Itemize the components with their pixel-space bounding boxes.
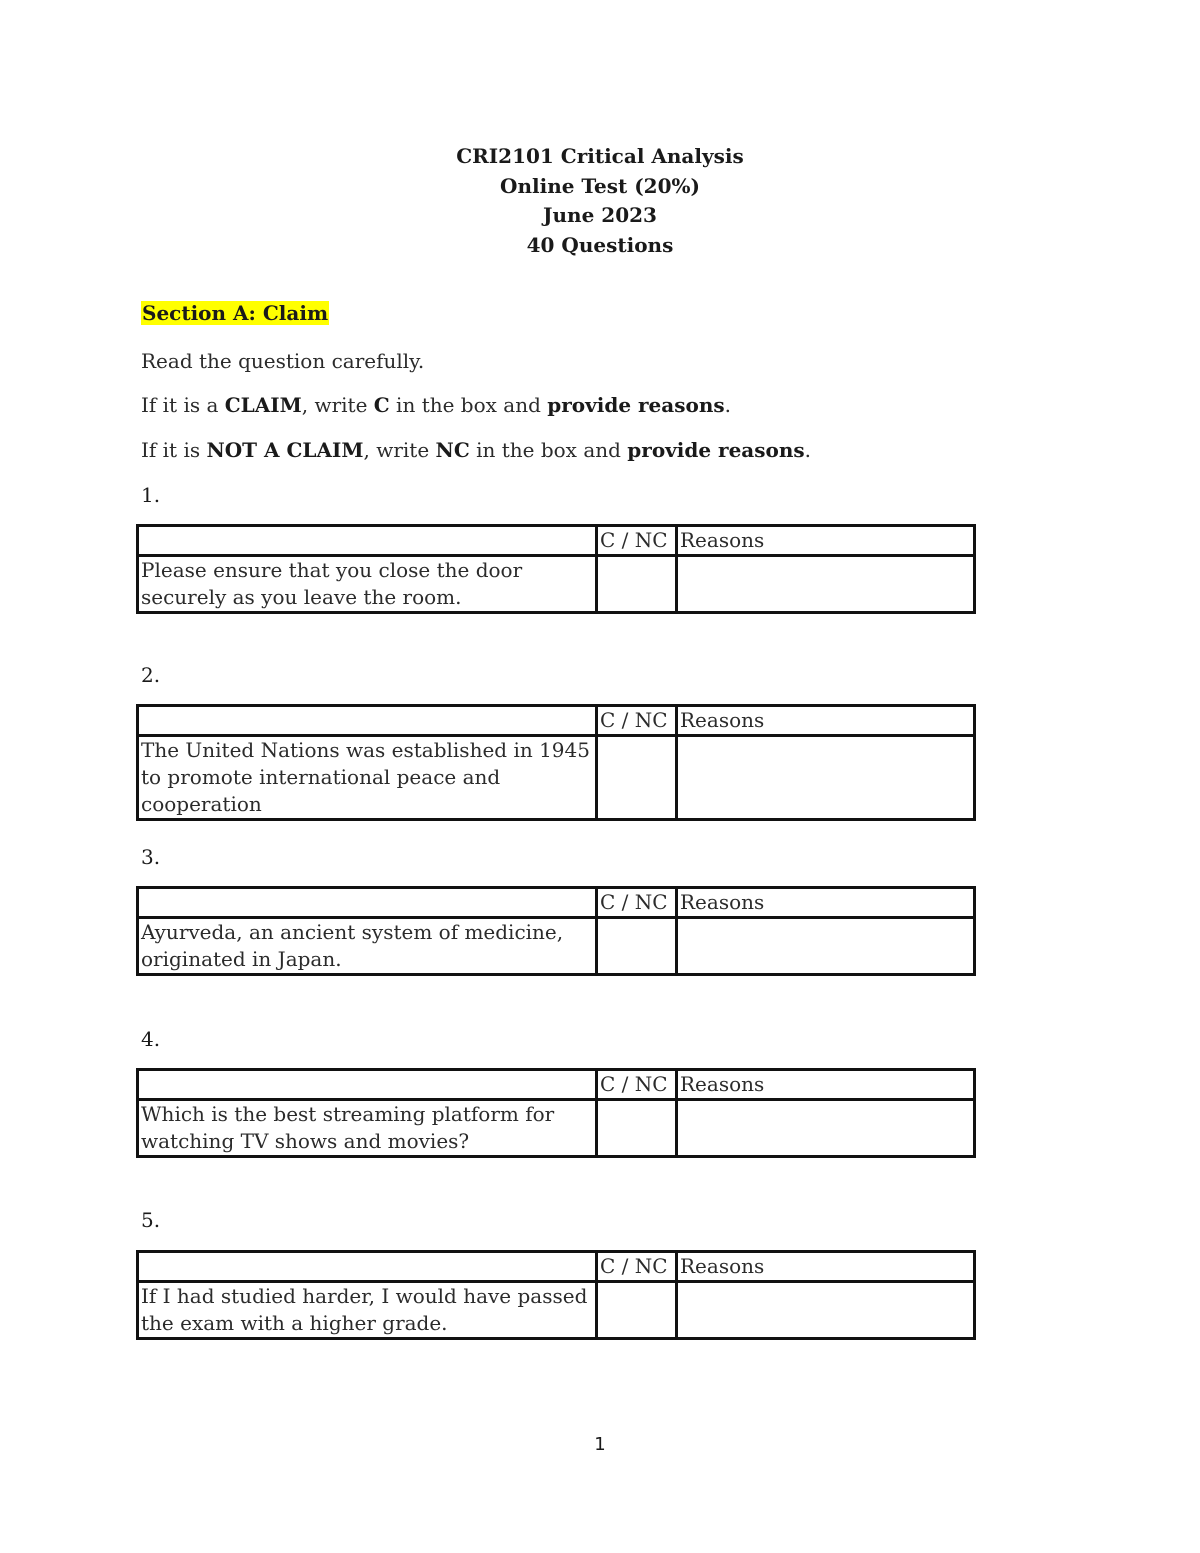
header-statement-cell <box>138 526 597 556</box>
answer-cell[interactable] <box>597 736 677 820</box>
answer-cell[interactable] <box>597 1282 677 1339</box>
document-title-block <box>0 142 1200 260</box>
question-number: 3. <box>141 845 161 869</box>
statement-cell: Which is the best streaming platform for watching TV shows and movies? <box>138 1100 597 1157</box>
question-number: 1. <box>141 483 161 507</box>
reasons-cell[interactable] <box>677 918 975 975</box>
statement-cell: Please ensure that you close the door securely as you leave the room. <box>138 556 597 613</box>
section-heading-highlight: Section A: Claim <box>142 301 329 325</box>
reasons-cell[interactable] <box>677 736 975 820</box>
instruction-claim: If it is a CLAIM, write C in the box and provide reasons. <box>141 393 731 417</box>
answer-cell[interactable] <box>597 918 677 975</box>
header-reasons-cell: Reasons <box>677 706 975 736</box>
question-number: 2. <box>141 663 161 687</box>
header-statement-cell <box>138 1252 597 1282</box>
course-title: CRI2101 Critical Analysis <box>456 144 744 168</box>
test-date: June 2023 <box>543 203 657 227</box>
question-table <box>136 886 976 976</box>
reasons-cell[interactable] <box>677 1282 975 1339</box>
question-table <box>136 1068 976 1158</box>
instruction-not-claim: If it is NOT A CLAIM, write NC in the box and provide reasons. <box>141 438 812 462</box>
header-reasons-cell: Reasons <box>677 1070 975 1100</box>
header-answer-cell: C / NC <box>597 706 677 736</box>
header-reasons-cell: Reasons <box>677 526 975 556</box>
statement-cell: The United Nations was established in 1945 to promote international peace and cooperation <box>138 736 597 820</box>
header-answer-cell: C / NC <box>597 1252 677 1282</box>
header-reasons-cell: Reasons <box>677 1252 975 1282</box>
header-statement-cell <box>138 1070 597 1100</box>
statement-cell: Ayurveda, an ancient system of medicine, originated in Japan. <box>138 918 597 975</box>
instruction-read: Read the question carefully. <box>141 349 425 373</box>
header-answer-cell: C / NC <box>597 1070 677 1100</box>
header-statement-cell <box>138 888 597 918</box>
test-title: Online Test (20%) <box>500 173 700 198</box>
question-number: 4. <box>141 1027 161 1051</box>
reasons-cell[interactable] <box>677 1100 975 1157</box>
statement-cell: If I had studied harder, I would have passed the exam with a higher grade. <box>138 1282 597 1339</box>
question-count: 40 Questions <box>526 232 674 257</box>
answer-cell[interactable] <box>597 556 677 613</box>
reasons-cell[interactable] <box>677 556 975 613</box>
answer-cell[interactable] <box>597 1100 677 1157</box>
question-table <box>136 524 976 614</box>
header-answer-cell: C / NC <box>597 888 677 918</box>
question-number: 5. <box>141 1208 161 1232</box>
page-number: 1 <box>594 1434 606 1455</box>
question-table <box>136 704 976 821</box>
section-heading <box>141 299 329 327</box>
header-reasons-cell: Reasons <box>677 888 975 918</box>
question-table <box>136 1250 976 1340</box>
header-answer-cell: C / NC <box>597 526 677 556</box>
header-statement-cell <box>138 706 597 736</box>
